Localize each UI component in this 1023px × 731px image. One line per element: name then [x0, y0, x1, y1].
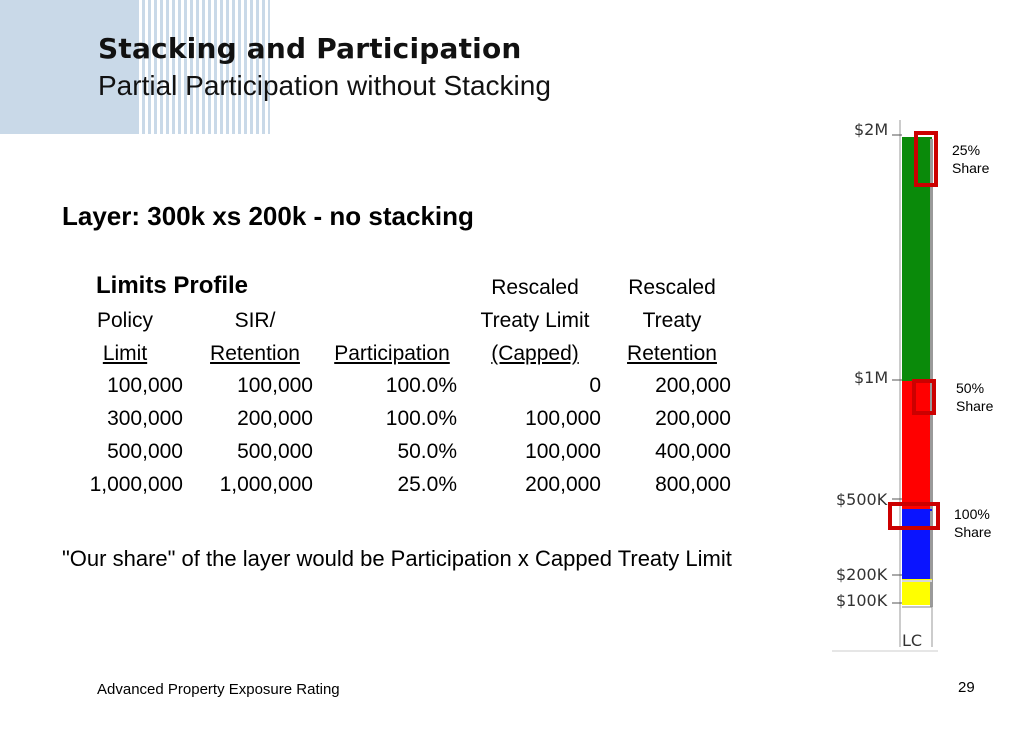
band-yellow — [902, 579, 932, 605]
cell-treaty-retention: 200,000 — [655, 374, 731, 397]
cell-capped: 200,000 — [525, 473, 601, 496]
cell-participation: 50.0% — [397, 440, 457, 463]
header-treaty-limit: Treaty Limit — [480, 309, 590, 332]
tick-label-500k: $500K — [836, 490, 888, 509]
cell-retention: 100,000 — [237, 374, 313, 397]
header-treaty-retention: Retention — [627, 342, 717, 365]
share-note: "Our share" of the layer would be Participation x Capped Treaty Limit — [62, 546, 732, 571]
slide-title: Stacking and Participation — [98, 32, 522, 65]
header-limit: Limit — [102, 342, 148, 365]
cell-limit: 1,000,000 — [89, 473, 183, 496]
cell-capped: 100,000 — [525, 440, 601, 463]
share-label-50: 50% Share — [956, 380, 994, 414]
share-label-25: 25% Share — [952, 142, 990, 176]
cell-capped: 100,000 — [525, 407, 601, 430]
header-retention: Retention — [210, 342, 300, 365]
cell-treaty-retention: 400,000 — [655, 440, 731, 463]
header-rescaled-1: Rescaled — [491, 276, 579, 299]
header-policy: Policy — [96, 309, 154, 332]
decorative-block — [0, 0, 136, 134]
header-treaty: Treaty — [642, 309, 702, 332]
cell-retention: 200,000 — [237, 407, 313, 430]
slide-subtitle: Partial Participation without Stacking — [98, 70, 551, 101]
decorative-stripes — [136, 0, 270, 134]
tick-label-2m: $2M — [854, 120, 889, 139]
share-label-100: 100% Share — [954, 506, 992, 540]
cell-retention: 500,000 — [237, 440, 313, 463]
cell-treaty-retention: 800,000 — [655, 473, 731, 496]
cell-limit: 100,000 — [107, 374, 183, 397]
band-blue — [902, 509, 932, 579]
limits-profile-label: Limits Profile — [96, 272, 249, 299]
cell-participation: 100.0% — [385, 374, 457, 397]
band-red — [902, 381, 932, 509]
header-participation: Participation — [334, 342, 450, 365]
tick-label-100k: $100K — [836, 591, 888, 610]
tick-label-200k: $200K — [836, 565, 888, 584]
band-blue-shadow — [930, 511, 933, 581]
limits-profile-table — [40, 270, 760, 500]
tick-label-1m: $1M — [854, 368, 889, 387]
layer-heading: Layer: 300k xs 200k - no stacking — [62, 201, 474, 231]
header-rescaled-2: Rescaled — [628, 276, 716, 299]
cell-treaty-retention: 200,000 — [655, 407, 731, 430]
band-yellow-shadow — [930, 581, 933, 607]
cell-capped: 0 — [589, 374, 601, 397]
cell-limit: 300,000 — [107, 407, 183, 430]
tick-label-lc: LC — [902, 631, 923, 650]
footer-title: Advanced Property Exposure Rating — [97, 681, 340, 698]
cell-participation: 25.0% — [397, 473, 457, 496]
band-green-shadow — [930, 139, 933, 383]
cell-retention: 1,000,000 — [219, 473, 313, 496]
layer-diagram — [830, 115, 1020, 660]
cell-participation: 100.0% — [385, 407, 457, 430]
cell-limit: 500,000 — [107, 440, 183, 463]
header-sir: SIR/ — [234, 309, 276, 332]
page-number: 29 — [958, 679, 975, 696]
header-capped: (Capped) — [491, 342, 579, 365]
